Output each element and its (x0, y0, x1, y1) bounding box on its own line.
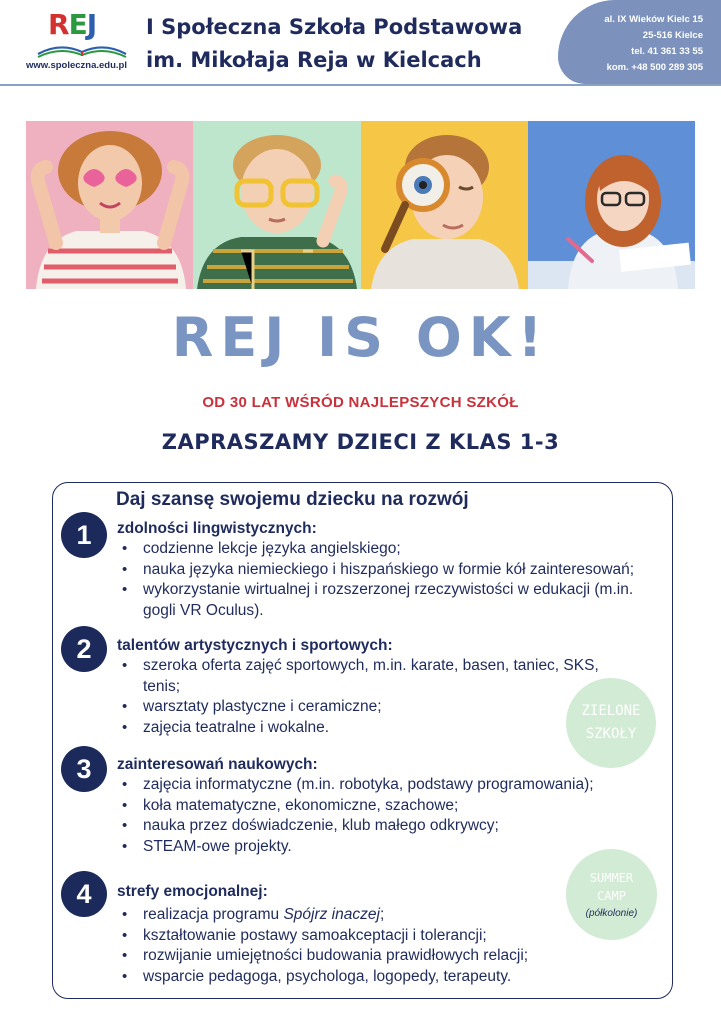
summer-camp-badge (566, 849, 657, 940)
subtitle-red: OD 30 LAT WŚRÓD NAJLEPSZYCH SZKÓŁ (202, 394, 519, 411)
list-item: • koła matematyczne, ekonomiczne, szachowe; (120, 796, 594, 817)
school-logo[interactable] (26, 8, 138, 72)
list-item: • codzienne lekcje języka angielskiego; (120, 539, 640, 560)
section-number-2: 2 (61, 626, 107, 672)
website-url[interactable]: www.spoleczna.edu.pl (26, 60, 127, 71)
main-title: REJ IS OK! (171, 306, 550, 369)
section-title-1: zdolności lingwistycznych: (117, 520, 317, 537)
city-line: 25-516 Kielce (642, 30, 703, 41)
list-item: • zajęcia teatralne i wokalne. (120, 718, 620, 739)
badge-note: (półkolonie) (585, 908, 638, 919)
photo-girl-writing (528, 121, 695, 289)
list-item: • wykorzystanie wirtualnej i rozszerzonej rzeczywistości w edukacji (m.in. gogli VR Oculus). (120, 580, 640, 621)
list-item: • szeroka oferta zajęć sportowych, m.in. karate, basen, taniec, SKS, tenis; (120, 656, 620, 697)
section-number-3: 3 (61, 746, 107, 792)
school-name (146, 11, 522, 77)
contact-info (604, 12, 703, 76)
photo-boy-magnifier (361, 121, 528, 289)
badge-line: SUMMER (589, 871, 634, 885)
section-title-2: talentów artystycznych i sportowych: (117, 637, 393, 654)
header-divider (0, 84, 721, 86)
contact-box (558, 0, 721, 84)
content-heading: Daj szansę swojemu dziecku na rozwój (116, 489, 469, 510)
book-icon (34, 40, 130, 58)
list-item: • STEAM-owe projekty. (120, 837, 594, 858)
green-schools-badge (566, 678, 656, 768)
section-title-4: strefy emocjonalnej: (117, 883, 268, 900)
photo-boy-yellow-glasses (193, 121, 360, 289)
school-name-line1: I Społeczna Szkoła Podstawowa (146, 15, 523, 39)
mobile-line[interactable]: kom. +48 500 289 305 (606, 62, 703, 73)
list-item: • warsztaty plastyczne i ceramiczne; (120, 697, 620, 718)
section-number-4: 4 (61, 871, 107, 917)
phone-line[interactable]: tel. 41 361 33 55 (631, 46, 703, 57)
list-item: • realizacja programu Spójrz inaczej; (120, 905, 528, 926)
badge-line: ZIELONE (581, 703, 641, 719)
list-item: • rozwijanie umiejętności budowania prawidłowych relacji; (120, 946, 528, 967)
photo-strip (26, 121, 695, 289)
list-item: • nauka przez doświadczenie, klub małego odkrywcy; (120, 816, 594, 837)
section-list-1 (120, 539, 640, 621)
subtitle-blue: ZAPRASZAMY DZIECI Z KLAS 1-3 (161, 430, 560, 454)
logo-text: REJ (48, 8, 97, 41)
section-list-2 (120, 656, 620, 738)
section-list-3 (120, 775, 594, 857)
header (0, 0, 721, 86)
section-number-1: 1 (61, 512, 107, 558)
badge-line: CAMP (597, 889, 626, 903)
address-line: al. IX Wieków Kielc 15 (604, 14, 703, 25)
school-name-line2: im. Mikołaja Reja w Kielcach (146, 48, 482, 72)
program-name: Spójrz inaczej (283, 906, 380, 923)
list-item: • kształtowanie postawy samoakceptacji i tolerancji; (120, 926, 528, 947)
list-item: • wsparcie pedagoga, psychologa, logopedy, terapeuty. (120, 967, 528, 988)
list-item: • nauka języka niemieckiego i hiszpańskiego w formie kół zainteresowań; (120, 560, 640, 581)
photo-girl-heart-glasses (26, 121, 193, 289)
badge-line: SZKOŁY (585, 726, 637, 742)
section-title-3: zainteresowań naukowych: (117, 756, 318, 773)
section-list-4 (120, 905, 528, 987)
list-item: • zajęcia informatyczne (m.in. robotyka, podstawy programowania); (120, 775, 594, 796)
